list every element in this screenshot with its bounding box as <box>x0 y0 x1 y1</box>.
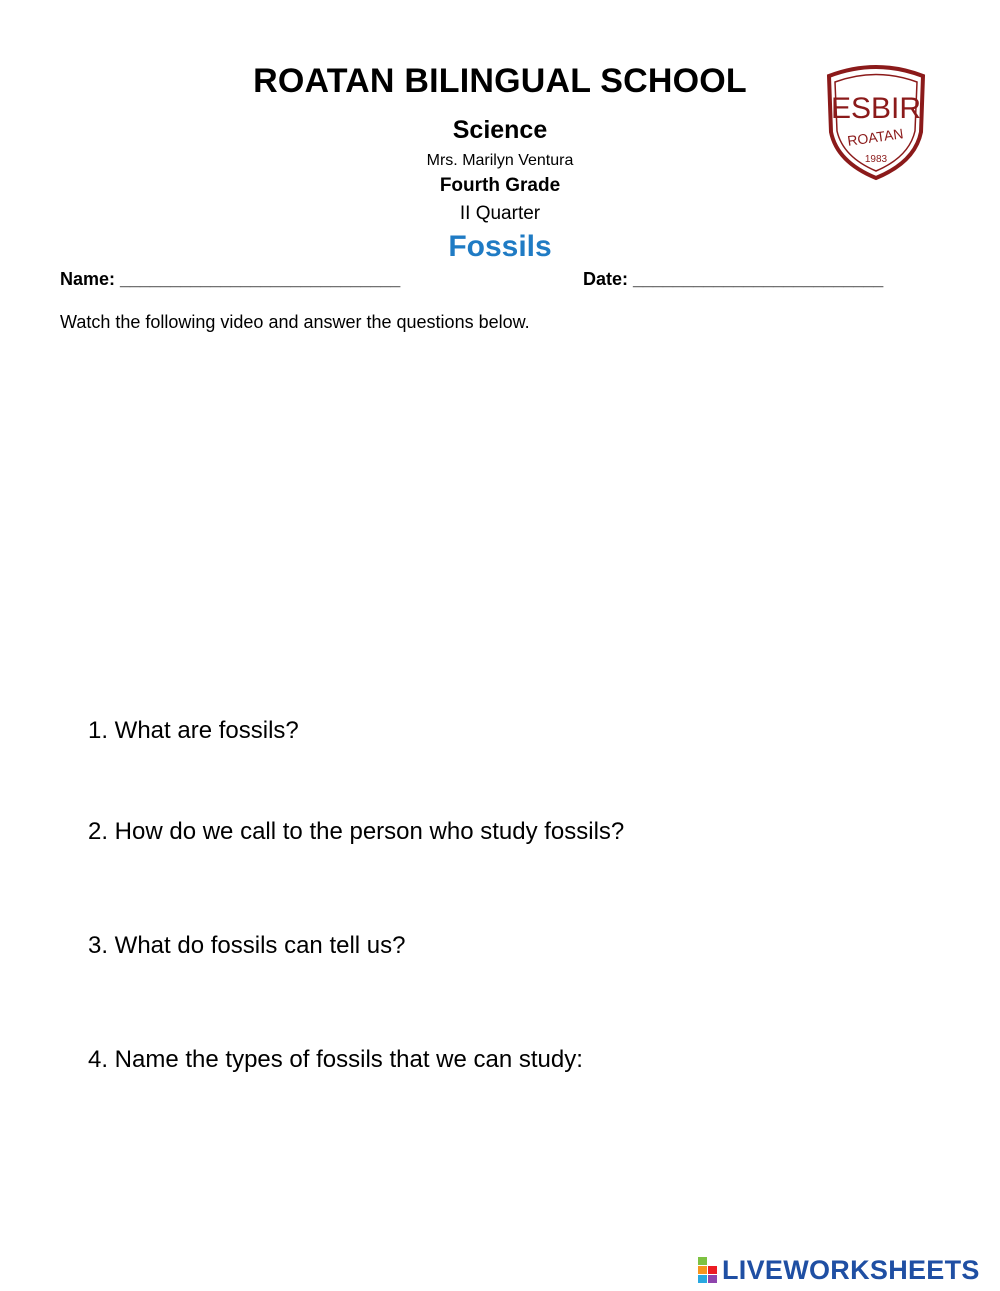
question-4: 4. Name the types of fossils that we can study: <box>88 1046 583 1073</box>
question-3: 3. What do fossils can tell us? <box>88 932 406 959</box>
liveworksheets-logo <box>698 1254 980 1286</box>
logo-main-text: ESBIR <box>830 92 922 125</box>
liveworksheets-icon <box>698 1257 718 1283</box>
subject-title: Science <box>452 116 548 144</box>
instructions-text: Watch the following video and answer the questions below. <box>60 312 530 332</box>
teacher-name: Mrs. Marilyn Ventura <box>426 152 574 169</box>
question-1: 1. What are fossils? <box>88 717 299 744</box>
quarter-label: II Quarter <box>459 203 541 224</box>
liveworksheets-brand-text: LIVEWORKSHEETS <box>722 1254 980 1285</box>
shield-icon <box>815 62 937 182</box>
logo-year-text: 1983 <box>864 154 888 165</box>
grade-label: Fourth Grade <box>439 175 561 196</box>
page-title: Fossils <box>448 230 552 263</box>
school-name: ROATAN BILINGUAL SCHOOL <box>253 62 747 100</box>
question-2: 2. How do we call to the person who study fossils? <box>88 818 625 845</box>
date-field[interactable]: Date: _________________________ <box>583 269 884 289</box>
name-field[interactable]: Name: ____________________________ <box>60 269 401 289</box>
school-logo <box>815 62 937 182</box>
logo-sub-text: ROATAN <box>846 125 905 149</box>
